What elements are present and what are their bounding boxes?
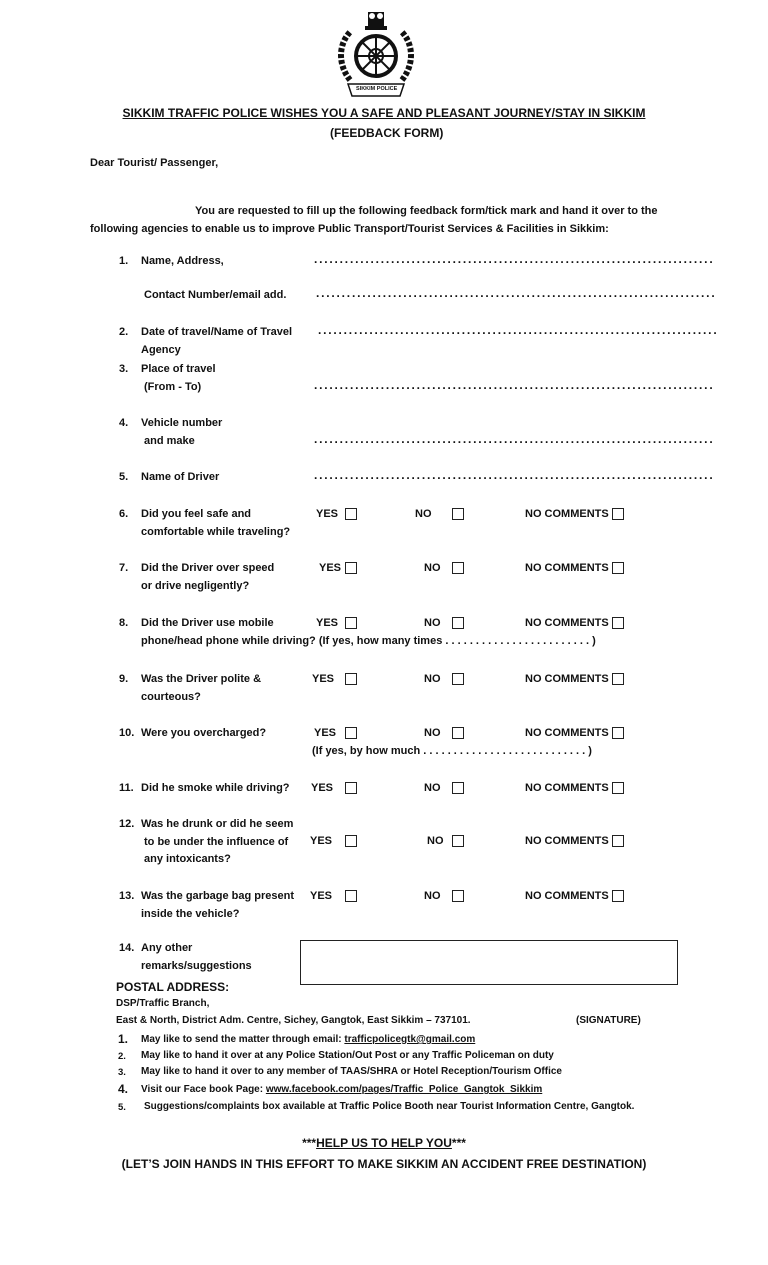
q9-no-checkbox[interactable] bbox=[452, 673, 464, 685]
q14-label-line2: remarks/suggestions bbox=[141, 960, 252, 972]
form-subtitle: (FEEDBACK FORM) bbox=[330, 126, 444, 140]
postal-line-1: DSP/Traffic Branch, bbox=[116, 998, 210, 1009]
q12-yes-checkbox[interactable] bbox=[345, 835, 357, 847]
q6-label-line2: comfortable while traveling? bbox=[141, 526, 291, 538]
q6-no-label: NO bbox=[415, 508, 432, 520]
q7-yes-checkbox[interactable] bbox=[345, 562, 357, 574]
q11-number: 11. bbox=[119, 782, 134, 794]
q12-yes-label: YES bbox=[310, 835, 333, 847]
q9-no-comments-label: NO COMMENTS bbox=[525, 673, 609, 685]
help-suffix: *** bbox=[451, 1136, 466, 1150]
q10-amount-line: (If yes, by how much . . . . . . . . . . . . . . . . . . . . . . . . . . . ) bbox=[312, 745, 592, 757]
q11-no-comments-checkbox[interactable] bbox=[612, 782, 624, 794]
q4-label-line1: Vehicle number bbox=[141, 417, 223, 429]
q11-yes-label: YES bbox=[311, 782, 334, 794]
q12-no-label: NO bbox=[427, 835, 444, 847]
q1-answer-line[interactable]: .............................................................................. bbox=[314, 252, 715, 266]
q13-yes-label: YES bbox=[310, 890, 333, 902]
q8-no-comments-label: NO COMMENTS bbox=[525, 617, 609, 629]
greeting: Dear Tourist/ Passenger, bbox=[90, 157, 219, 169]
q12-number: 12. bbox=[119, 818, 135, 830]
note-1-text bbox=[141, 1034, 475, 1045]
q8-yes-label: YES bbox=[316, 617, 339, 629]
q2-answer-line[interactable]: .............................................................................. bbox=[318, 323, 719, 337]
help-prefix: *** bbox=[302, 1136, 317, 1150]
help-slogan bbox=[0, 1136, 768, 1150]
q4-number: 4. bbox=[119, 417, 129, 429]
q6-label-line1: Did you feel safe and bbox=[141, 508, 252, 520]
q5-answer-line[interactable]: .............................................................................. bbox=[314, 468, 715, 482]
q3-answer-line[interactable]: .............................................................................. bbox=[314, 378, 715, 392]
q13-yes-checkbox[interactable] bbox=[345, 890, 357, 902]
note-3-text: May like to hand it over to any member of TAAS/SHRA or Hotel Reception/Tourism Office bbox=[141, 1066, 562, 1077]
note-4-label: Visit our Face book Page: bbox=[141, 1084, 266, 1095]
q11-no-checkbox[interactable] bbox=[452, 782, 464, 794]
q8-label-line2: phone/head phone while driving? (If yes, how many times . . . . . . . . . . . . . . . . . . . . . . . . ) bbox=[141, 635, 596, 647]
q13-no-comments-checkbox[interactable] bbox=[612, 890, 624, 902]
q8-no-label: NO bbox=[424, 617, 441, 629]
q12-label-line1: Was he drunk or did he seem bbox=[141, 818, 294, 830]
q8-no-comments-checkbox[interactable] bbox=[612, 617, 624, 629]
q8-label-line1: Did the Driver use mobile bbox=[141, 617, 274, 629]
q10-yes-label: YES bbox=[314, 727, 337, 739]
contact-label: Contact Number/email add. bbox=[144, 289, 287, 301]
postal-heading: POSTAL ADDRESS: bbox=[116, 980, 230, 994]
q13-no-comments-label: NO COMMENTS bbox=[525, 890, 609, 902]
q9-yes-label: YES bbox=[312, 673, 335, 685]
q13-label-line1: Was the garbage bag present bbox=[141, 890, 295, 902]
q8-yes-checkbox[interactable] bbox=[345, 617, 357, 629]
q9-label-line1: Was the Driver polite & bbox=[141, 673, 262, 685]
q10-no-label: NO bbox=[424, 727, 441, 739]
q11-yes-checkbox[interactable] bbox=[345, 782, 357, 794]
q8-number: 8. bbox=[119, 617, 129, 629]
q3-number: 3. bbox=[119, 363, 129, 375]
intro-line-1: You are requested to fill up the following feedback form/tick mark and hand it over to the bbox=[195, 205, 658, 217]
q9-number: 9. bbox=[119, 673, 129, 685]
q12-label-line3: any intoxicants? bbox=[144, 853, 231, 865]
q6-number: 6. bbox=[119, 508, 129, 520]
q7-no-comments-label: NO COMMENTS bbox=[525, 562, 609, 574]
q11-no-label: NO bbox=[424, 782, 441, 794]
note-1-label: May like to send the matter through email: bbox=[141, 1034, 345, 1045]
q13-number: 13. bbox=[119, 890, 135, 902]
q6-no-comments-label: NO COMMENTS bbox=[525, 508, 609, 520]
q3-label-line1: Place of travel bbox=[141, 363, 216, 375]
q13-label-line2: inside the vehicle? bbox=[141, 908, 240, 920]
q6-no-comments-checkbox[interactable] bbox=[612, 508, 624, 520]
note-4-text bbox=[141, 1084, 542, 1095]
note-1-number: 1. bbox=[118, 1032, 129, 1046]
q6-yes-label: YES bbox=[316, 508, 339, 520]
q13-no-checkbox[interactable] bbox=[452, 890, 464, 902]
q12-no-comments-label: NO COMMENTS bbox=[525, 835, 609, 847]
q3-label-line2: (From - To) bbox=[144, 381, 202, 393]
q8-no-checkbox[interactable] bbox=[452, 617, 464, 629]
note-2-number: 2. bbox=[118, 1051, 126, 1062]
contact-answer-line[interactable]: .............................................................................. bbox=[316, 286, 717, 300]
sikkim-police-emblem bbox=[336, 10, 416, 100]
q10-no-comments-checkbox[interactable] bbox=[612, 727, 624, 739]
q7-label-line2: or drive negligently? bbox=[141, 580, 250, 592]
q10-no-checkbox[interactable] bbox=[452, 727, 464, 739]
email-link[interactable]: trafficpolicegtk@gmail.com bbox=[344, 1034, 476, 1045]
q9-label-line2: courteous? bbox=[141, 691, 201, 703]
emblem-ribbon-text: SIKKIM POLICE bbox=[356, 86, 398, 92]
q12-no-checkbox[interactable] bbox=[452, 835, 464, 847]
q9-yes-checkbox[interactable] bbox=[345, 673, 357, 685]
q2-label-line1: Date of travel/Name of Travel bbox=[141, 326, 293, 338]
q10-yes-checkbox[interactable] bbox=[345, 727, 357, 739]
q10-no-comments-label: NO COMMENTS bbox=[525, 727, 609, 739]
q11-no-comments-label: NO COMMENTS bbox=[525, 782, 609, 794]
signature-label: (SIGNATURE) bbox=[576, 1015, 641, 1026]
q11-label: Did he smoke while driving? bbox=[141, 782, 290, 794]
q7-yes-label: YES bbox=[319, 562, 342, 574]
q12-no-comments-checkbox[interactable] bbox=[612, 835, 624, 847]
q2-label-line2: Agency bbox=[141, 344, 181, 356]
q7-label-line1: Did the Driver over speed bbox=[141, 562, 275, 574]
q5-number: 5. bbox=[119, 471, 129, 483]
note-5-text: Suggestions/complaints box available at Traffic Police Booth near Tourist Information Centre, Gangtok. bbox=[144, 1101, 635, 1112]
help-text: HELP US TO HELP YOU bbox=[316, 1136, 452, 1150]
q1-number: 1. bbox=[119, 255, 129, 267]
q13-no-label: NO bbox=[424, 890, 441, 902]
form-title: SIKKIM TRAFFIC POLICE WISHES YOU A SAFE AND PLEASANT JOURNEY/STAY IN SIKKIM bbox=[122, 106, 646, 120]
q10-number: 10. bbox=[119, 727, 135, 739]
remarks-box[interactable] bbox=[300, 940, 678, 985]
q9-no-comments-checkbox[interactable] bbox=[612, 673, 624, 685]
q7-no-label: NO bbox=[424, 562, 441, 574]
q6-no-checkbox[interactable] bbox=[452, 508, 464, 520]
q5-label: Name of Driver bbox=[141, 471, 220, 483]
q1-label: Name, Address, bbox=[141, 255, 224, 267]
q9-no-label: NO bbox=[424, 673, 441, 685]
q4-label-line2: and make bbox=[144, 435, 195, 447]
note-2-text: May like to hand it over at any Police Station/Out Post or any Traffic Policeman on duty bbox=[141, 1050, 554, 1061]
q6-yes-checkbox[interactable] bbox=[345, 508, 357, 520]
q14-label-line1: Any other bbox=[141, 942, 193, 954]
note-4-number: 4. bbox=[118, 1082, 129, 1096]
q2-number: 2. bbox=[119, 326, 129, 338]
intro-line-2: following agencies to enable us to improve Public Transport/Tourist Services & Facilities in Sikkim: bbox=[90, 223, 609, 235]
facebook-link[interactable]: www.facebook.com/pages/Traffic_Police_Gangtok_Sikkim bbox=[265, 1084, 543, 1095]
note-5-number: 5. bbox=[118, 1102, 126, 1113]
footer-tagline: (LET’S JOIN HANDS IN THIS EFFORT TO MAKE SIKKIM AN ACCIDENT FREE DESTINATION) bbox=[121, 1157, 647, 1171]
postal-line-2: East & North, District Adm. Centre, Sichey, Gangtok, East Sikkim – 737101. bbox=[116, 1015, 471, 1026]
q7-no-checkbox[interactable] bbox=[452, 562, 464, 574]
q14-number: 14. bbox=[119, 942, 135, 954]
q12-label-line2: to be under the influence of bbox=[144, 836, 289, 848]
q7-number: 7. bbox=[119, 562, 129, 574]
q7-no-comments-checkbox[interactable] bbox=[612, 562, 624, 574]
q10-label-line1: Were you overcharged? bbox=[141, 727, 267, 739]
q4-answer-line[interactable]: .............................................................................. bbox=[314, 432, 715, 446]
note-3-number: 3. bbox=[118, 1067, 126, 1078]
